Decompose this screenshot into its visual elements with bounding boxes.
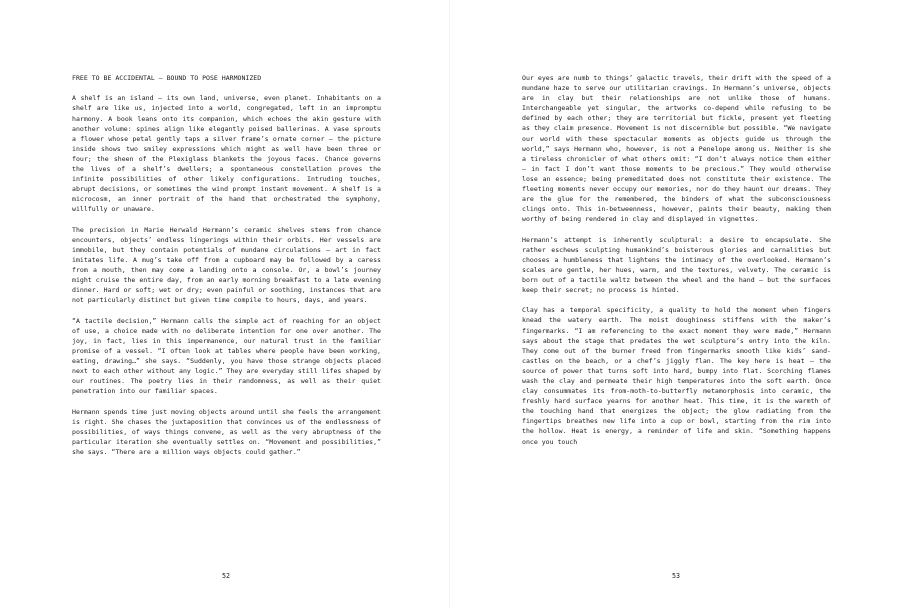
left-text-column bbox=[72, 73, 381, 467]
paragraph: Hermann’s attempt is inherently sculptural: a desire to encapsulate. She rather eschews sculpting humankind’s boisterous glories and carnalities but chooses a humbleness that lightens the intimacy of the overlooked. Hermann’s scales are gentle, her hues, warm, and the textures, velvety. The ceramic is born out of a tactile waltz between the wheel and the hand – but the surfaces keep their secret; no process is hinted. bbox=[522, 235, 831, 295]
right-text-column bbox=[522, 73, 831, 457]
paragraph: Clay has a temporal specificity, a quality to hold the moment when fingers knead the watery earth. The moist doughiness stiffens with the maker’s fingermarks. “I am referencing to the exact moment they were made,” Hermann says about the stage that predates the wet sculpture’s entry into the kiln. They come out of the burner freed from fingermarks smooth like kids’ sandcastles on the beach, or a chef’s jiggly flan. The key here is heat – the source of power that turns soft into hard, bumpy into flat. Scorching flames wash the clay and permeate their high temperatures into the soft earth. Once clay consummates its from-moth-to-butterfly metamorphosis into ceramic, the freshly hard surface yearns for another heat. This time, it is the warmth of the touching hand that energizes the object; the glow radiating from the fingertips breathes new life into a cup or bowl, starting from the rim into the hollow. Heat is energy, a reminder of life and skin. “Something happens once you touch bbox=[522, 306, 831, 446]
paragraph: “A tactile decision,” Hermann calls the simple act of reaching for an object of use, a choice made with no deliberate intention for one over another. The joy, in fact, lies in this impermanence, our natural trust in the familiar promise of a vessel. “I often look at tables where people have been working, eating, drawing…” she says. “Suddenly, you have those strange objects placed next to each other without any logic.” They are everyday still lifes shaped by our routines. The poetry lies in their randomness, as well as their quiet penetration into our familiar spaces. bbox=[72, 316, 381, 396]
article-heading: FREE TO BE ACCIDENTAL – BOUND TO POSE HARMONIZED bbox=[72, 74, 262, 82]
paragraph: Hermann spends time just moving objects around until she feels the arrangement is right. She chases the juxtaposition that convinces us of the endlessness of possibilities, of ways things convene, as well as the very abruptness of the particular iteration she eventually settles on. “Movement and possibilities,” she says. “There are a million ways objects could gather.” bbox=[72, 407, 381, 456]
paragraph: A shelf is an island – its own land, universe, even planet. Inhabitants on a shelf are like us, injected into a world, congregated, left in an impromptu harmony. A book leans onto its companion, which echoes the akin gesture with another volume: spines align like elegantly poised ballerinas. A vase sprouts a flower whose petal gently taps a silver frame’s ornate corner – the picture inside shows two smiley expressions which might as well have been three or four; the sheen of the Plexiglass blankets the joyous faces. Chance governs the lives of a shelf’s dwellers; a spontaneous constellation proves the infinite possibilities of other likely configurations. Intruding touches, abrupt decisions, or sometimes the wind prompt instant movement. A shelf is a microcosm, an inner portrait of the hand that orchestrated the symphony, willfully or unaware. bbox=[72, 94, 381, 214]
paragraph: Our eyes are numb to things’ galactic travels, their drift with the speed of a mundane haze to serve our utilitarian cravings. In Hermann’s universe, objects are in clay but their relationships are not unlike those of humans. Interchangeable yet singular, the artworks co-depend while refusing to be defined by each other; they are territorial but fickle, present yet fleeting as they claim presence. Movement is not discernible but possible. “We navigate our world with these spectacular moments as objects guide us through the world,” says Hermann who, however, is not a Penelope among us. Neither is she a tireless chronicler of what others omit: “I don’t always notice them either – in fact I don’t want those moments to be precious.” They would otherwise lose an essence; being premeditated does not constitute their existence. The fleeting moments never occupy our memories, nor do they haunt our dreams. They are the glue for the remembered, the binders of what the subconsciousness clings onto. This in-betweenness, however, paints their beauty, making them worthy of being rendered in clay and displayed in vignettes. bbox=[522, 74, 831, 224]
page-number-right: 53 bbox=[672, 572, 680, 580]
left-page bbox=[0, 0, 449, 608]
right-page bbox=[450, 0, 899, 608]
paragraph: The precision in Marie Herwald Hermann’s ceramic shelves stems from chance encounters, objects’ endless lingerings within their orbits. Her vessels are immobile, but they contain potentials of mundane circulations – art in fact imitates life. A mug’s take off from a cupboard may be followed by a caress from a mouth, then may come a landing onto a console. Or, a bowl’s journey might cruise the entire day, from an early morning breakfast to a late evening dinner. Hard or soft; wet or dry; even painful or soothing, instances that are not particularly distinct but given time compile to hours, days, and years. bbox=[72, 225, 381, 305]
page-number-left: 52 bbox=[222, 572, 230, 580]
